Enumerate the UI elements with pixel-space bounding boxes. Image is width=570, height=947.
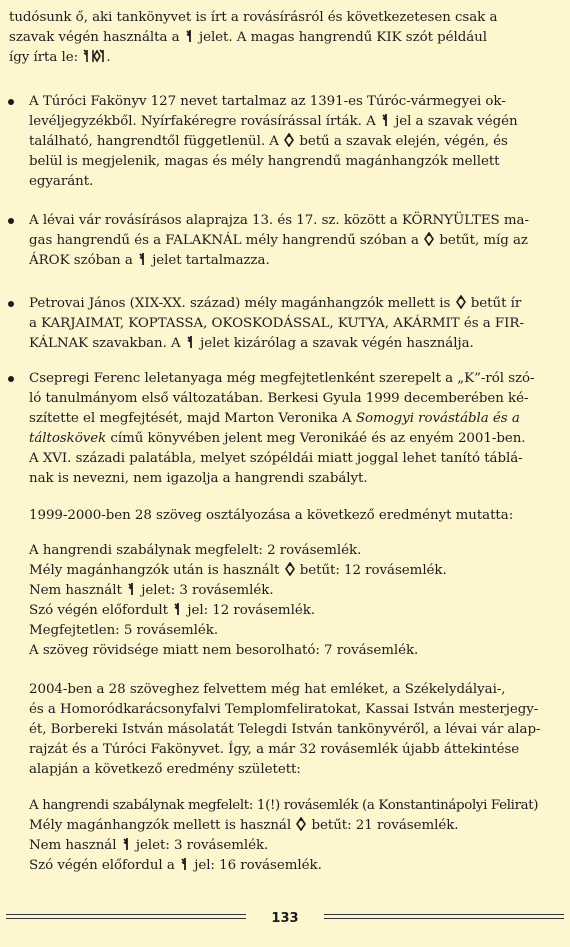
text-line: Csepregi Ferenc leletanyaga még megfejtetlenként szerepelt a „K”-ról szó- — [29, 371, 535, 386]
text-span: betűt: 12 rovásemlék. — [299, 563, 447, 578]
list-item: A hangrendi szabálynak megfelelt: 1(!) rovásemlék (a Konstantinápolyi Felirat) — [29, 798, 539, 813]
text-span: Nem használ — [29, 838, 117, 853]
rune-k-icon — [185, 29, 194, 43]
text-span: című könyvében jelent meg Veronikáé és az enyém 2001-ben. — [110, 431, 526, 446]
text-line: ét, Borbereki István másolatát Telegdi István tankönyvéről, a lévai vár alap- — [29, 722, 541, 737]
list-item: A szöveg rövidsége miatt nem besorolható: 7 rovásemlék. — [29, 643, 419, 658]
text-line: ló tanulmányom első változatában. Berkesi Gyula 1999 decemberében ké- — [29, 391, 529, 406]
list-item — [29, 836, 559, 856]
text-line: a KARJAIMAT, KOPTASSA, OKOSKODÁSSAL, KUTYA, AKÁRMIT és a FIR- — [29, 316, 524, 331]
text-line: belül is megjelenik, magas és mély hangrendű magánhangzók mellett — [29, 154, 500, 169]
text-span: betűt ír — [470, 296, 522, 311]
list-item — [29, 856, 559, 876]
text-line — [29, 112, 545, 132]
rune-diamond-icon — [284, 133, 294, 147]
page-number: 133 — [271, 911, 299, 926]
book-title: táltoskövek — [29, 431, 107, 446]
bullet-point — [8, 301, 14, 307]
bullet-paragraph — [29, 294, 545, 354]
text-span: Nem használt — [29, 583, 122, 598]
text-span: jelet. A magas hangrendű KIK szót például — [198, 30, 488, 45]
list-item — [29, 581, 545, 601]
rune-diamond-icon — [285, 562, 295, 576]
text-span: jelet tartalmazza. — [152, 253, 270, 268]
text-span: így írta le: — [9, 50, 79, 65]
text-span: Szó végén előfordul a — [29, 858, 175, 873]
text-line — [29, 334, 545, 354]
text-line — [29, 251, 545, 271]
text-line: alapján a következő eredmény született: — [29, 762, 301, 777]
text-line — [29, 409, 545, 429]
bullet-paragraph — [29, 369, 545, 489]
summary-list — [29, 541, 545, 661]
text-line — [29, 132, 545, 152]
rune-diamond-icon — [456, 295, 466, 309]
rune-kik-icon — [83, 49, 105, 63]
text-line: A XVI. századi palatábla, melyet szópéldái miatt joggal lehet tanító táblá- — [29, 451, 523, 466]
text-span: betű a szavak elején, végén, és — [299, 134, 508, 149]
text-span: Petrovai János (XIX-XX. század) mély magánhangzók mellett is — [29, 296, 451, 311]
rune-diamond-icon — [424, 232, 434, 246]
text-line: A Túróci Fakönyv 127 nevet tartalmaz az 1391-es Túróc-vármegyei ok- — [29, 94, 506, 109]
summary-list-2004 — [29, 796, 559, 876]
bullet-point — [8, 99, 14, 105]
text-span: KÁLNAK szavakban. A — [29, 336, 181, 351]
text-span: Mély magánhangzók után is használt — [29, 563, 280, 578]
text-line — [29, 231, 545, 251]
rune-k-icon — [138, 252, 147, 266]
text-span: betűt: 21 rovásemlék. — [311, 818, 459, 833]
rune-k-icon — [122, 837, 131, 851]
text-line — [9, 28, 545, 48]
rune-k-icon — [180, 857, 189, 871]
list-item — [29, 561, 545, 581]
summary-heading: 1999-2000-ben 28 szöveg osztályozása a következő eredményt mutatta: — [29, 508, 514, 523]
rune-k-icon — [381, 113, 390, 127]
book-title: Somogyi rovástábla és a — [355, 411, 520, 426]
text-span: jelet kizárólag a szavak végén használja. — [200, 336, 474, 351]
text-span: Szó végén előfordult — [29, 603, 168, 618]
paragraph-2004 — [29, 680, 545, 780]
text-line — [29, 294, 545, 314]
text-span: levéljegyzékből. Nyírfakéregre rovásírással írták. A — [29, 114, 376, 129]
bullet-point — [8, 376, 14, 382]
text-line: A lévai vár rovásírásos alaprajza 13. és 17. sz. között a KÖRNYÜLTES ma- — [29, 213, 529, 228]
rune-k-icon — [127, 582, 136, 596]
rune-diamond-icon — [296, 817, 306, 831]
text-line: egyaránt. — [29, 174, 94, 189]
list-item: A hangrendi szabálynak megfelelt: 2 rovásemlék. — [29, 543, 362, 558]
text-line: rajzát és a Túróci Fakönyvet. Így, a már 32 rovásemlék újabb áttekintése — [29, 742, 520, 757]
bullet-paragraph — [29, 211, 545, 271]
text-line — [9, 48, 545, 68]
list-item — [29, 601, 545, 621]
text-span: Mély magánhangzók mellett is használ — [29, 818, 292, 833]
text-span: szavak végén használta a — [9, 30, 180, 45]
text-span: jel a szavak végén — [395, 114, 518, 129]
text-span: jel: 12 rovásemlék. — [187, 603, 315, 618]
text-span: betűt, míg az — [439, 233, 528, 248]
text-span: jel: 16 rovásemlék. — [194, 858, 322, 873]
rune-k-icon — [186, 335, 195, 349]
list-item: Megfejtetlen: 5 rovásemlék. — [29, 623, 219, 638]
intro-paragraph — [9, 8, 545, 68]
text-span: jelet: 3 rovásemlék. — [135, 838, 269, 853]
text-span: . — [106, 50, 111, 65]
text-span: ÁROK szóban a — [29, 253, 133, 268]
text-line: 2004-ben a 28 szöveghez felvettem még hat emléket, a Székelydályai-, — [29, 682, 506, 697]
text-span: szítette el megfejtését, majd Marton Veronika A — [29, 411, 352, 426]
bullet-point — [8, 218, 14, 224]
list-item — [29, 816, 559, 836]
bullet-paragraph — [29, 92, 545, 192]
text-span: gas hangrendű és a FALAKNÁL mély hangrendű szóban a — [29, 233, 419, 248]
text-span: található, hangrendtől függetlenül. A — [29, 134, 279, 149]
text-span: jelet: 3 rovásemlék. — [141, 583, 274, 598]
rune-k-icon — [173, 602, 182, 616]
text-line — [29, 429, 545, 449]
text-line: nak is nevezni, nem igazolja a hangrendi szabályt. — [29, 471, 368, 486]
text-line: tudósunk ő, aki tankönyvet is írt a rovásírásról és következetesen csak a — [9, 10, 498, 25]
text-line: és a Homoródkarácsonyfalvi Templomfeliratokat, Kassai István mesterjegy- — [29, 702, 539, 717]
